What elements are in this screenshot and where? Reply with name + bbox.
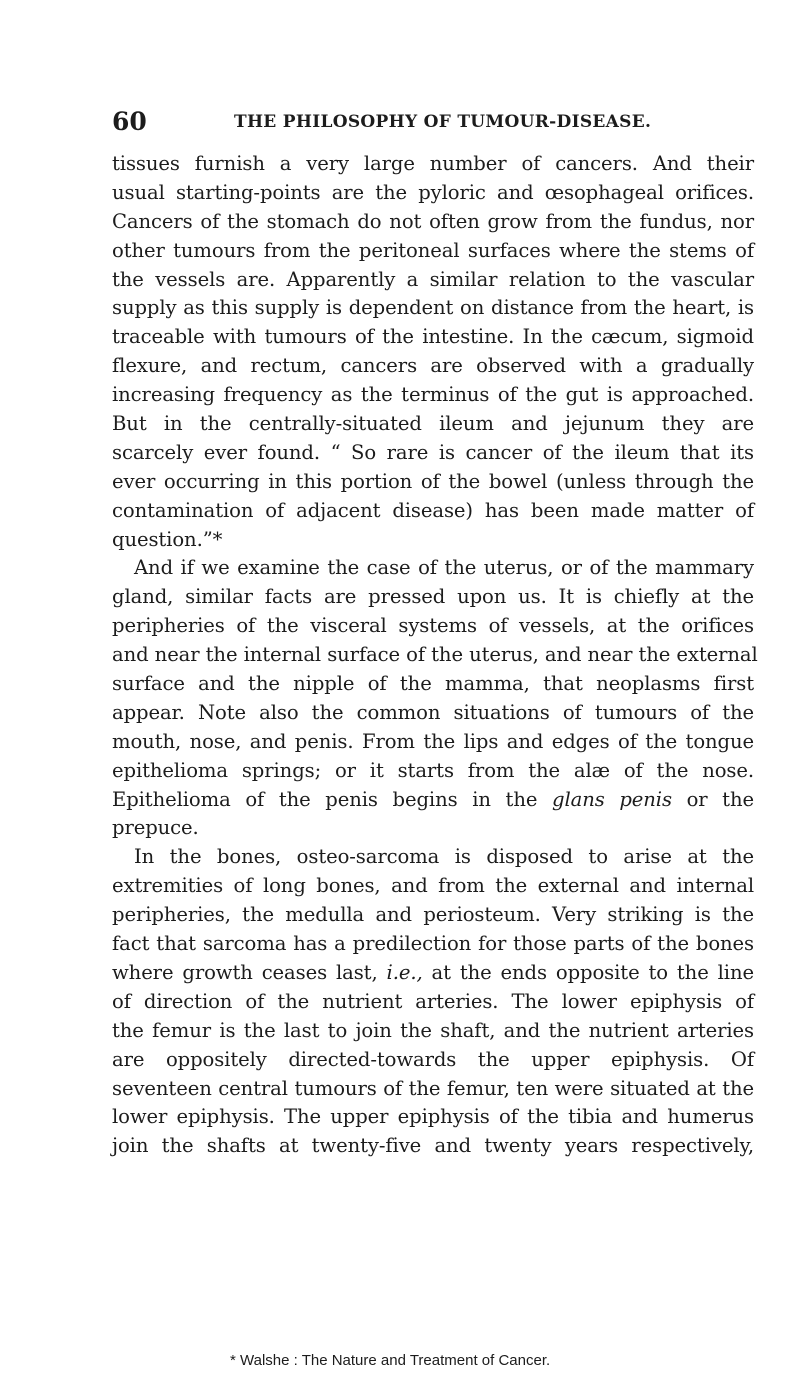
text-line: the femur is the last to join the shaft, and the nutrient arteries [112, 1018, 754, 1042]
text-line: In the bones, osteo-sarcoma is disposed to arise at the [134, 845, 754, 869]
text-fragment: or the [686, 787, 754, 811]
text-line: traceable with tumours of the intestine. In the cæcum, sigmoid [112, 325, 754, 349]
text-line: gland, similar facts are pressed upon us. It is chiefly at the [112, 585, 754, 609]
footnote: * Walshe : The Nature and Treatment of Cancer. [230, 1352, 551, 1369]
text-line: join the shafts at twenty-five and twenty years respectively, [112, 1134, 754, 1158]
italic-term: i.e., [386, 960, 423, 984]
text-line: peripheries of the visceral systems of vessels, at the orifices [112, 614, 754, 638]
text-line: other tumours from the peritoneal surfaces where the stems of [112, 238, 754, 262]
text-fragment: Epithelioma of the penis begins in the [112, 787, 538, 811]
text-line [112, 786, 754, 815]
text-line: surface and the nipple of the mamma, that neoplasms first [112, 672, 754, 696]
text-fragment: at the ends opposite to the line [431, 960, 754, 984]
text-line: mouth, nose, and penis. From the lips and edges of the tongue [112, 729, 754, 753]
text-line: And if we examine the case of the uterus, or of the mammary [134, 556, 754, 580]
text-line: increasing frequency as the terminus of the gut is approached. [112, 383, 754, 407]
text-line: flexure, and rectum, cancers are observed with a gradually [112, 354, 754, 378]
text-line: ever occurring in this portion of the bowel (unless through the [112, 469, 754, 493]
text-fragment: where growth ceases last, [112, 960, 378, 984]
text-line: question.”* [112, 527, 223, 551]
text-line: the vessels are. Apparently a similar relation to the vascular [112, 267, 754, 291]
text-line: prepuce. [112, 816, 199, 840]
text-line: peripheries, the medulla and periosteum. Very striking is the [112, 903, 754, 927]
text-line: appear. Note also the common situations of tumours of the [112, 700, 754, 724]
text-line: supply as this supply is dependent on distance from the heart, is [112, 296, 754, 320]
text-line: usual starting-points are the pyloric and œsophageal orifices. [112, 180, 754, 204]
italic-term: glans penis [552, 787, 672, 811]
text-line: contamination of adjacent disease) has been made matter of [112, 498, 754, 522]
page-header [112, 107, 752, 137]
text-line: But in the centrally-situated ileum and jejunum they are [112, 412, 754, 436]
body-text [112, 150, 758, 1161]
text-line [112, 959, 754, 988]
text-line: Cancers of the stomach do not often grow from the fundus, nor [112, 209, 754, 233]
text-line: fact that sarcoma has a predilection for those parts of the bones [112, 932, 754, 956]
text-line: epithelioma springs; or it starts from the alæ of the nose. [112, 758, 754, 782]
text-line: and near the internal surface of the uterus, and near the external [112, 643, 758, 667]
text-line: seventeen central tumours of the femur, ten were situated at the [112, 1076, 754, 1100]
page-number: 60 [112, 107, 147, 136]
text-line: are oppositely directed-towards the upper epiphysis. Of [112, 1047, 754, 1071]
running-head: THE PHILOSOPHY OF TUMOUR-DISEASE. [234, 112, 652, 132]
text-line: lower epiphysis. The upper epiphysis of the tibia and humerus [112, 1105, 754, 1129]
text-line: of direction of the nutrient arteries. The lower epiphysis of [112, 989, 754, 1013]
text-line: extremities of long bones, and from the external and internal [112, 874, 754, 898]
text-line: scarcely ever found. “ So rare is cancer of the ileum that its [112, 440, 754, 464]
text-line: tissues furnish a very large number of cancers. And their [112, 152, 754, 175]
